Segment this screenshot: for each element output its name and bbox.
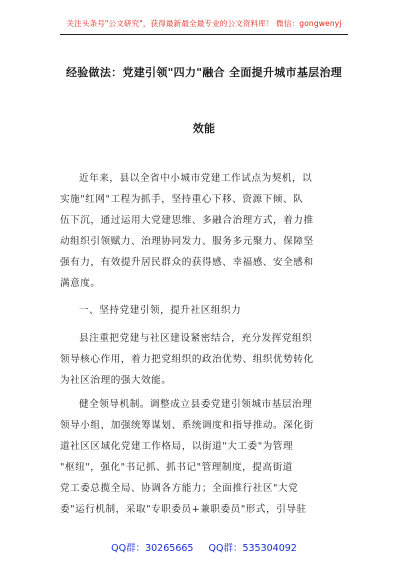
text-line: 满意度。 [60, 278, 101, 289]
text-line: 道社区区域化党建工作格局，以街道"大工委"为管理 [60, 441, 294, 452]
text-line: 伍下沉，通过运用大党建思维、多融合治理方式，着力推 [60, 215, 314, 226]
text-line: 动组织引领赋力、治理协同发力、服务多元聚力、保障坚 [60, 236, 314, 247]
paragraph-leadership [60, 394, 350, 520]
text-line: 领导小组，加强统筹谋划、系统调度和指导推动。深化街 [60, 420, 314, 431]
section-heading-1 [60, 300, 350, 321]
text-line: 党工委总揽全局、协调各方能力；全面推行社区"大党 [60, 483, 299, 494]
qq-group-1: QQ群：30265665 [111, 543, 194, 554]
text-line: 领导核心作用，着力把党组织的政治优势、组织优势转化 [60, 354, 314, 365]
text-line: 为社区治理的强大效能。 [60, 375, 172, 386]
document-body [60, 0, 350, 580]
qq-group-2: QQ群：535304092 [208, 543, 297, 554]
text-line: "枢纽"，强化"书记抓、抓书记"管理制度，提高街道 [60, 462, 293, 473]
text-line: 委"运行机制，采取"专职委员+兼职委员"形式，引导驻 [60, 504, 307, 515]
paragraph-section1 [60, 328, 350, 391]
footer-qq-groups [0, 540, 408, 554]
document-title-line-2: 效能 [192, 122, 216, 135]
text-line: 近年来，县以全省中小城市党建工作试点为契机，以 [79, 173, 313, 184]
text-line: 健全领导机制。调整成立县委党建引领城市基层治理 [79, 399, 313, 410]
text-line: 强有力，有效提升居民群众的获得感、幸福感、安全感和 [60, 257, 314, 268]
document-title-line-1: 经验做法：党建引领"四力"融合 全面提升城市基层治理 [65, 66, 343, 79]
text-line: 县注重把党建与社区建设紧密结合，充分发挥党组织 [79, 333, 313, 344]
promo-banner: 关注头条号"公文研究"，获得最新最全最专业的公文资料库！ 微信：gongwenyj [66, 19, 342, 28]
text-line: 实施"红网"工程为抓手，坚持重心下移、资源下倾、队 [60, 194, 304, 205]
paragraph-intro [60, 168, 350, 294]
section-heading-text: 一、坚持党建引领，提升社区组织力 [79, 305, 242, 316]
